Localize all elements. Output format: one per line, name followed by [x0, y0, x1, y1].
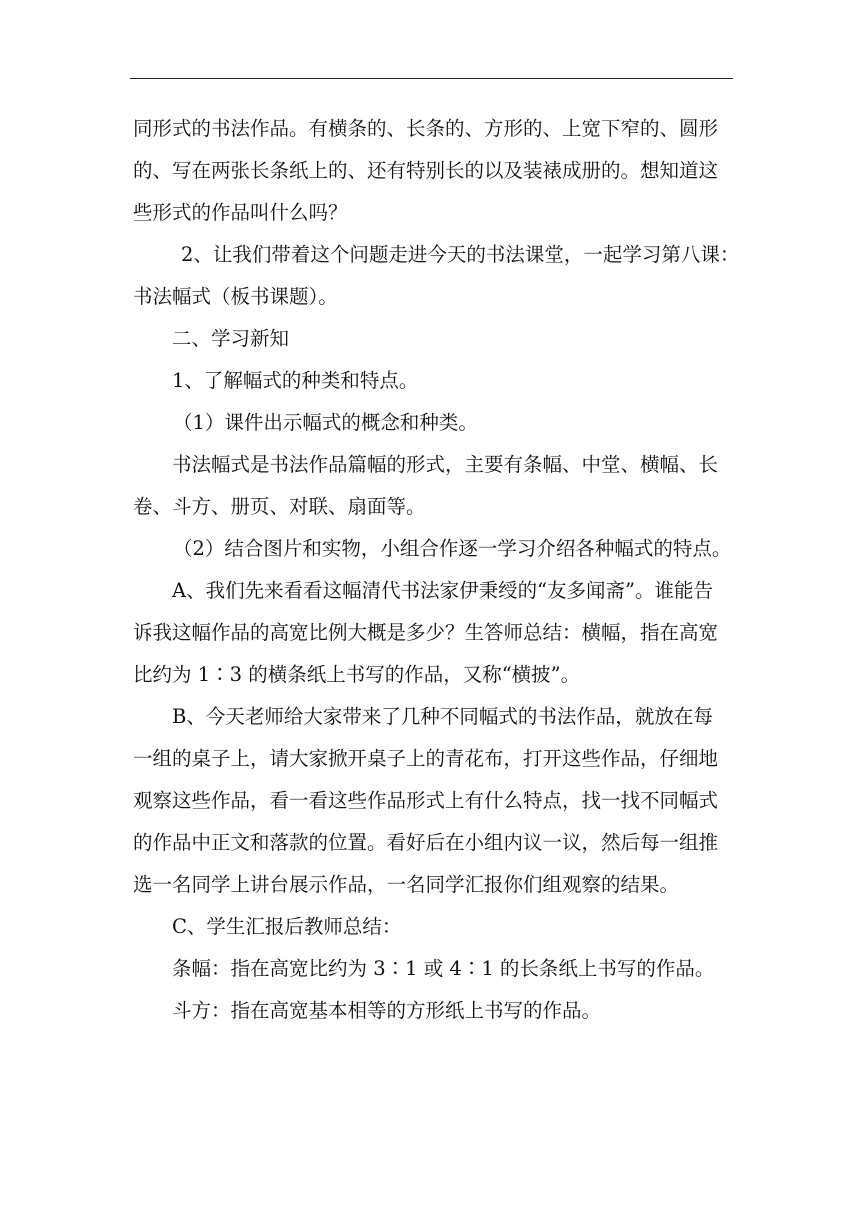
text-line: 书法幅式（板书课题）。 [133, 285, 338, 308]
header-divider [130, 78, 733, 79]
list-item: （1）课件出示幅式的概念和种类。 [173, 411, 478, 434]
paragraph-start: A、我们先来看看这幅清代书法家伊秉绶的“友多闻斋”。谁能告 [172, 579, 714, 602]
text-line: 一组的桌子上，请大家掀开桌子上的青花布，打开这些作品，仔细地 [133, 747, 719, 770]
text-line: 同形式的书法作品。有横条的、长条的、方形的、上宽下窄的、圆形 [133, 117, 719, 140]
text-line: 些形式的作品叫什么吗？ [133, 201, 348, 224]
text-line: 诉我这幅作品的高宽比例大概是多少？生答师总结：横幅，指在高宽 [133, 621, 719, 644]
section-heading: 二、学习新知 [172, 327, 290, 350]
text-line: 选一名同学上讲台展示作品，一名同学汇报你们组观察的结果。 [133, 873, 680, 896]
list-item: （2）结合图片和实物，小组合作逐一学习介绍各种幅式的特点。 [173, 537, 732, 560]
document-body [133, 108, 740, 1032]
definition-line: 条幅：指在高宽比约为 3∶1 或 4∶1 的长条纸上书写的作品。 [172, 957, 715, 980]
paragraph-start: B、今天老师给大家带来了几种不同幅式的书法作品，就放在每 [172, 705, 713, 728]
definition-line: 斗方：指在高宽基本相等的方形纸上书写的作品。 [172, 999, 602, 1022]
text-line: 的、写在两张长条纸上的、还有特别长的以及装裱成册的。想知道这 [133, 159, 719, 182]
paragraph-2-start: 2、让我们带着这个问题走进今天的书法课堂，一起学习第八课： [181, 243, 740, 266]
paragraph-start: 书法幅式是书法作品篇幅的形式，主要有条幅、中堂、横幅、长 [172, 453, 719, 476]
text-line: 的作品中正文和落款的位置。看好后在小组内议一议，然后每一组推 [133, 831, 719, 854]
paragraph-start: C、学生汇报后教师总结： [172, 915, 402, 938]
text-line: 比约为 1∶3 的横条纸上书写的作品，又称“横披”。 [133, 663, 581, 686]
subheading: 1、了解幅式的种类和特点。 [172, 369, 419, 392]
text-line: 观察这些作品，看一看这些作品形式上有什么特点，找一找不同幅式 [133, 789, 719, 812]
text-line: 卷、斗方、册页、对联、扇面等。 [133, 495, 426, 518]
